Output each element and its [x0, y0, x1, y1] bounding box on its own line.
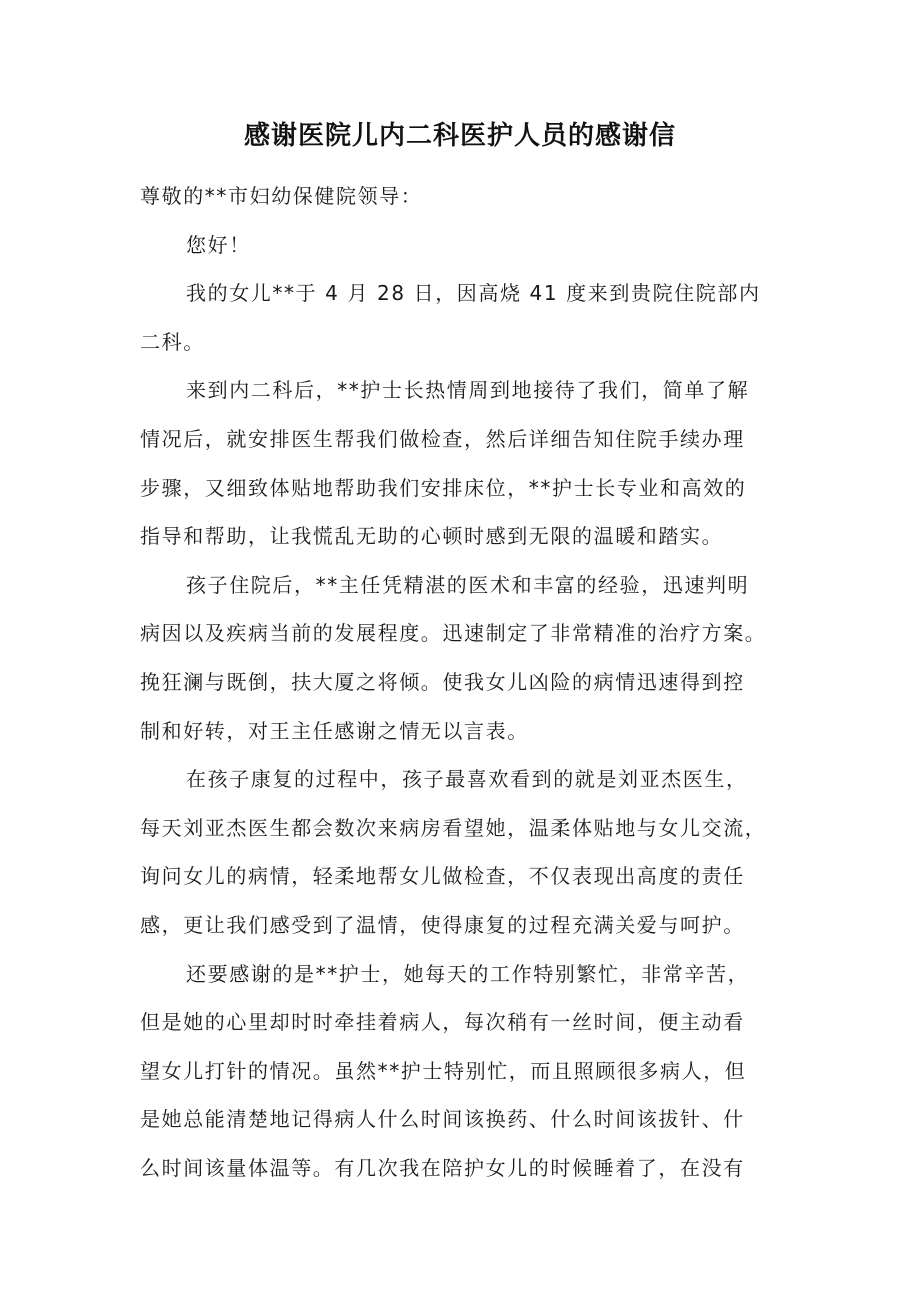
paragraph-line: 步骤，又细致体贴地帮助我们安排床位，**护士长专业和高效的	[140, 475, 747, 500]
paragraph-line: 但是她的心里却时时牵挂着病人，每次稍有一丝时间，便主动看	[140, 1010, 745, 1035]
letter-body	[140, 172, 784, 1192]
paragraph-1	[140, 269, 784, 366]
paragraph-line: 询问女儿的病情，轻柔地帮女儿做检查，不仅表现出高度的责任	[140, 864, 745, 889]
paragraph-3	[140, 561, 784, 755]
paragraph-5	[140, 950, 784, 1193]
paragraph-line: 二科。	[140, 329, 205, 354]
paragraph-line: 还要感谢的是**护士，她每天的工作特别繁忙，非常辛苦，	[186, 961, 750, 986]
paragraph-line: 望女儿打针的情况。虽然**护士特别忙，而且照顾很多病人，但	[140, 1058, 747, 1083]
paragraph-line: 制和好转，对王主任感谢之情无以言表。	[140, 718, 529, 743]
paragraph-line: 在孩子康复的过程中，孩子最喜欢看到的就是刘亚杰医生，	[186, 767, 748, 792]
paragraph-line: 么时间该量体温等。有几次我在陪护女儿的时候睡着了，在没有	[140, 1155, 745, 1180]
paragraph-line: 病因以及疾病当前的发展程度。迅速制定了非常精准的治疗方案。	[140, 621, 767, 646]
salutation: 尊敬的**市妇幼保健院领导：	[140, 184, 423, 208]
paragraph-line: 来到内二科后，**护士长热情周到地接待了我们，简单了解	[186, 378, 750, 403]
paragraph-line: 指导和帮助，让我慌乱无助的心顿时感到无限的温暖和踏实。	[140, 524, 724, 549]
paragraph-line: 是她总能清楚地记得病人什么时间该换药、什么时间该拔针、什	[140, 1107, 745, 1132]
paragraph-line: 感，更让我们感受到了温情，使得康复的过程充满关爱与呵护。	[140, 912, 745, 937]
paragraph-2	[140, 366, 784, 560]
paragraph-4	[140, 755, 784, 949]
paragraph-line: 孩子住院后，**主任凭精湛的医术和丰富的经验，迅速判明	[186, 572, 750, 597]
paragraph-line: 情况后，就安排医生帮我们做检查，然后详细告知住院手续办理	[140, 426, 745, 451]
paragraph-line: 挽狂澜与既倒，扶大厦之将倾。使我女儿凶险的病情迅速得到控	[140, 669, 745, 694]
paragraph-line: 每天刘亚杰医生都会数次来病房看望她，温柔体贴地与女儿交流，	[140, 815, 767, 840]
letter-title: 感谢医院儿内二科医护人员的感谢信	[243, 121, 676, 151]
paragraph-line: 我的女儿**于 4 月 28 日，因高烧 41 度来到贵院住院部内	[186, 281, 761, 306]
greeting: 您好！	[186, 232, 251, 257]
